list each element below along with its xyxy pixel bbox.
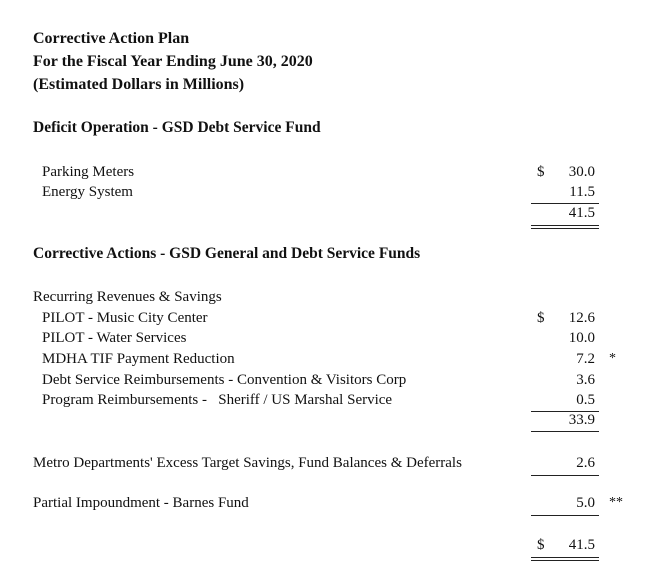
sum-rule (531, 431, 599, 432)
corrective-item-amount: 10.0 (568, 330, 595, 346)
plan-title: Corrective Action Plan (33, 30, 190, 47)
recurring-subtotal: 33.9 (568, 412, 595, 428)
corrective-item-amount: 7.2 (576, 351, 595, 367)
footnote-marker: * (609, 351, 616, 366)
corrective-item-label: Program Reimbursements - Sheriff / US Marshal Service (42, 392, 393, 408)
double-rule-top (531, 225, 599, 226)
deficit-heading: Deficit Operation - GSD Debt Service Fund (33, 119, 321, 136)
grand-total-dollar: $ (537, 537, 545, 553)
corrective-item-label: MDHA TIF Payment Reduction (42, 351, 235, 367)
deficit-item-label: Parking Meters (42, 164, 135, 180)
footnote-marker: ** (609, 495, 623, 510)
sum-rule (531, 515, 599, 516)
grand-total-amount: 41.5 (568, 537, 595, 553)
metro-savings-amount: 2.6 (576, 455, 595, 471)
impoundment-label: Partial Impoundment - Barnes Fund (33, 495, 249, 511)
corrective-item-label: PILOT - Music City Center (42, 310, 208, 326)
corrective-item-label: Debt Service Reimbursements - Convention & Visitors Corp (42, 372, 407, 388)
corrective-item-dollar: $ (537, 310, 545, 326)
recurring-group-label: Recurring Revenues & Savings (33, 289, 222, 305)
corrective-item-label: PILOT - Water Services (42, 330, 187, 346)
deficit-item-dollar: $ (537, 164, 545, 180)
double-rule-top (531, 557, 599, 558)
corrective-heading: Corrective Actions - GSD General and Debt Service Funds (33, 245, 421, 262)
plan-units-note: (Estimated Dollars in Millions) (33, 76, 245, 93)
metro-savings-label: Metro Departments' Excess Target Savings, Fund Balances & Deferrals (33, 455, 462, 471)
double-rule-bottom (531, 560, 599, 561)
sum-rule (531, 203, 599, 204)
sum-rule (531, 475, 599, 476)
deficit-total: 41.5 (568, 205, 595, 221)
deficit-item-label: Energy System (42, 184, 133, 200)
corrective-item-amount: 0.5 (576, 392, 595, 408)
corrective-item-amount: 3.6 (576, 372, 595, 388)
double-rule-bottom (531, 228, 599, 229)
impoundment-amount: 5.0 (576, 495, 595, 511)
plan-subtitle: For the Fiscal Year Ending June 30, 2020 (33, 53, 313, 70)
deficit-item-amount: 30.0 (568, 164, 595, 180)
deficit-item-amount: 11.5 (569, 184, 595, 200)
corrective-item-amount: 12.6 (568, 310, 595, 326)
